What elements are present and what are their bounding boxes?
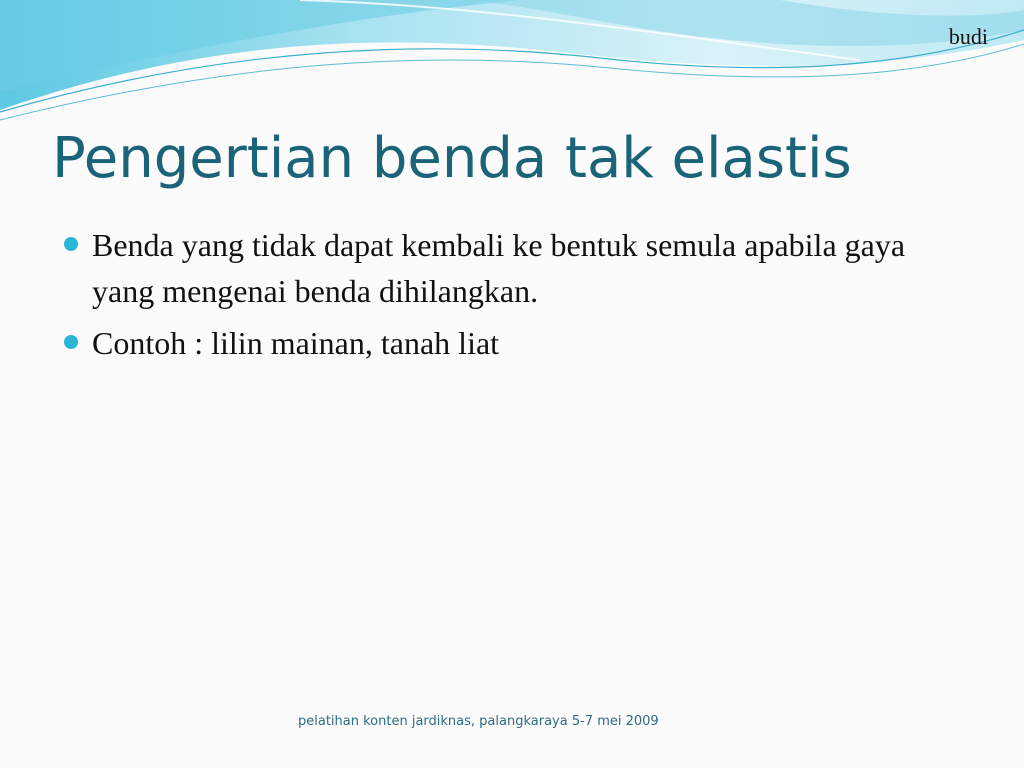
bullet-text: Benda yang tidak dapat kembali ke bentuk semula apabila gaya yang mengenai benda dihilangkan. xyxy=(92,227,906,309)
bullet-item xyxy=(62,320,942,366)
bullet-text: Contoh : lilin mainan, tanah liat xyxy=(92,325,500,361)
bullet-item xyxy=(62,222,942,314)
bullet-dot-icon xyxy=(64,335,78,349)
bullet-list xyxy=(62,222,942,372)
slide-title: Pengertian benda tak elastis xyxy=(52,126,852,191)
author-label: budi xyxy=(948,24,988,49)
wave-decoration xyxy=(0,0,1024,130)
slide-footer: pelatihan konten jardiknas, palangkaraya 5-7 mei 2009 xyxy=(298,714,659,729)
bullet-dot-icon xyxy=(64,237,78,251)
